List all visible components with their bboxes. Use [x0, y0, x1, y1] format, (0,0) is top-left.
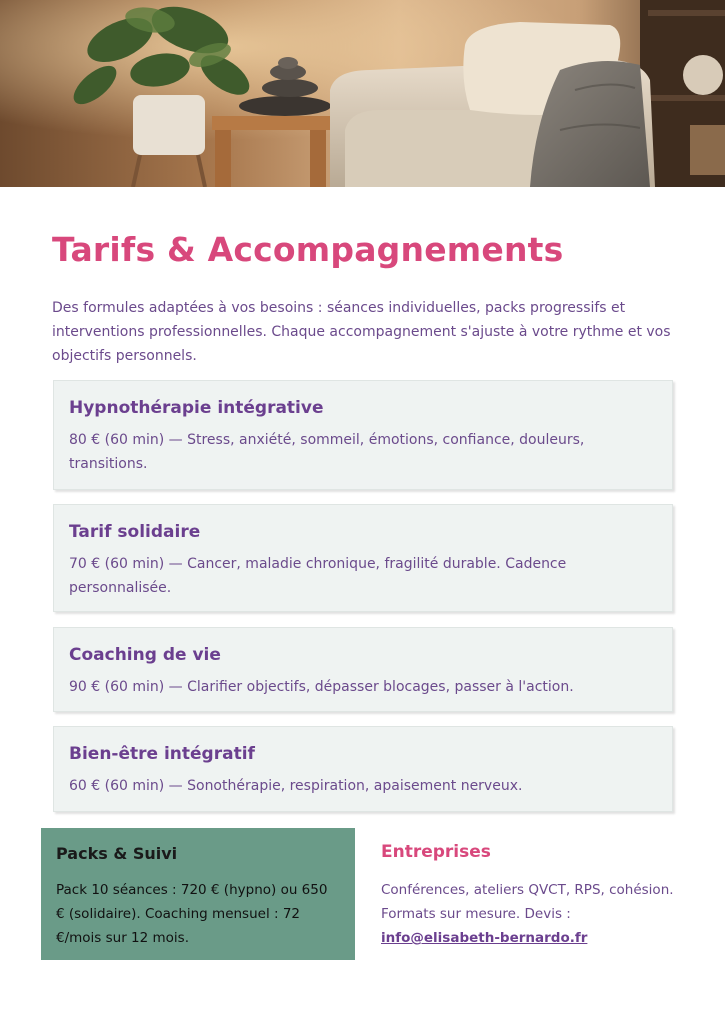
- entreprises-text: Conférences, ateliers QVCT, RPS, cohésion. Formats sur mesure. Devis :: [381, 882, 674, 922]
- service-description: 80 € (60 min) — Stress, anxiété, sommeil, émotions, confiance, douleurs, transitions.: [69, 432, 585, 472]
- service-description: 60 € (60 min) — Sonothérapie, respiration, apaisement nerveux.: [69, 778, 523, 794]
- service-card-tarif-solidaire: [53, 504, 673, 612]
- service-title: Coaching de vie: [69, 645, 221, 665]
- service-card-hypnotherapie: [53, 380, 673, 490]
- service-description: 90 € (60 min) — Clarifier objectifs, dépasser blocages, passer à l'action.: [69, 679, 574, 695]
- email-link[interactable]: info@elisabeth-bernardo.fr: [381, 930, 588, 946]
- packs-description: Pack 10 séances : 720 € (hypno) ou 650 € (solidaire). Coaching mensuel : 72 €/mois sur 12 mois.: [56, 882, 328, 946]
- service-title: Hypnothérapie intégrative: [69, 398, 324, 418]
- page-title: Tarifs & Accompagnements: [52, 230, 564, 269]
- service-card-coaching-de-vie: [53, 627, 673, 712]
- service-title: Bien-être intégratif: [69, 744, 255, 764]
- service-title: Tarif solidaire: [69, 522, 201, 542]
- packs-title: Packs & Suivi: [56, 844, 178, 863]
- entreprises-section: [381, 840, 681, 950]
- hero-image: [0, 0, 725, 187]
- intro-paragraph: Des formules adaptées à vos besoins : séances individuelles, packs progressifs et interventions professionnelles. Chaque accompagnement s'ajuste à votre rythme et vos objectifs personnels.: [52, 300, 671, 364]
- packs-box: [41, 828, 355, 960]
- entreprises-title: Entreprises: [381, 842, 491, 862]
- service-description: 70 € (60 min) — Cancer, maladie chronique, fragilité durable. Cadence personnalisée.: [69, 556, 567, 596]
- entreprises-description: [381, 878, 681, 950]
- service-card-bien-etre: [53, 726, 673, 812]
